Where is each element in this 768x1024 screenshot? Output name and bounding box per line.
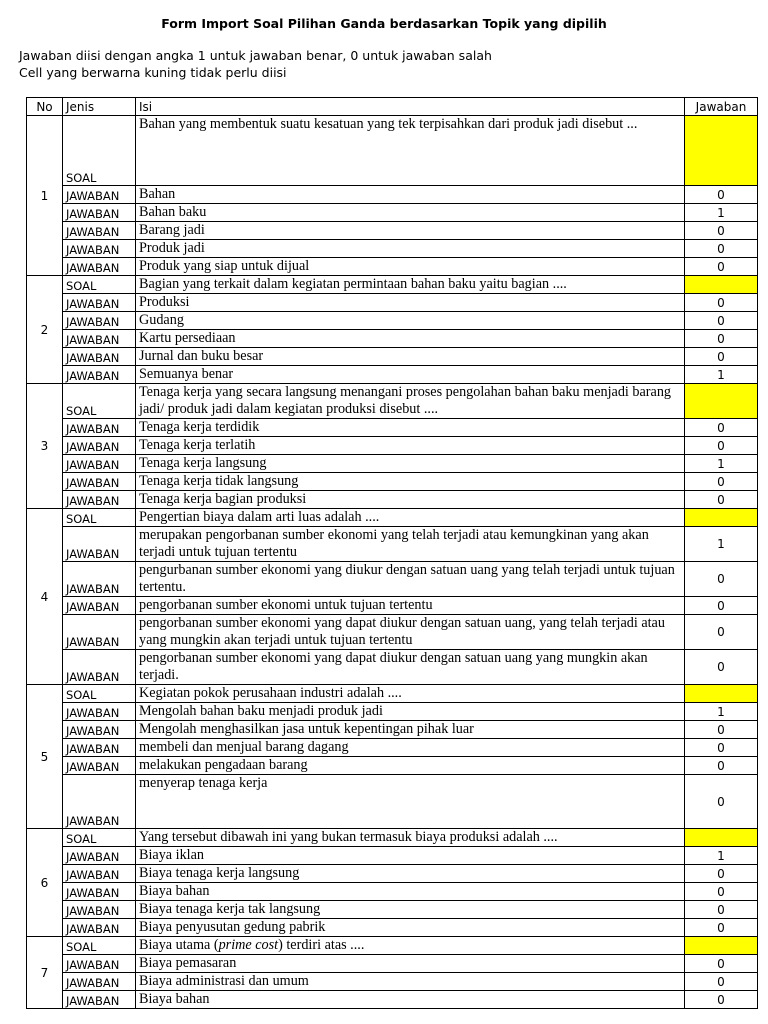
table-row <box>27 919 758 937</box>
jenis-cell: JAWABAN <box>63 294 136 312</box>
isi-cell[interactable]: Produksi <box>136 294 685 312</box>
jawaban-cell[interactable]: 0 <box>685 865 758 883</box>
isi-cell[interactable]: Biaya tenaga kerja tak langsung <box>136 901 685 919</box>
jenis-cell: SOAL <box>63 509 136 527</box>
table-row <box>27 258 758 276</box>
jawaban-cell-highlighted <box>685 384 758 419</box>
jenis-cell: JAWABAN <box>63 901 136 919</box>
isi-cell[interactable]: pengurbanan sumber ekonomi yang diukur dengan satuan uang yang telah terjadi untuk tujuan tertentu. <box>136 562 685 597</box>
table-row <box>27 991 758 1009</box>
jenis-cell: JAWABAN <box>63 204 136 222</box>
isi-cell[interactable]: pengorbanan sumber ekonomi yang dapat diukur dengan satuan uang, yang telah terjadi atau yang mungkin akan terjadi untuk tujuan tertentu <box>136 615 685 650</box>
isi-cell[interactable]: Tenaga kerja yang secara langsung menangani proses pengolahan bahan baku menjadi barang jadi/ produk jadi dalam kegiatan produksi disebut .... <box>136 384 685 419</box>
isi-cell[interactable]: Biaya administrasi dan umum <box>136 973 685 991</box>
jawaban-cell[interactable]: 0 <box>685 775 758 829</box>
table-row <box>27 348 758 366</box>
isi-text: Biaya utama ( <box>139 937 219 953</box>
question-table <box>26 97 758 1009</box>
jawaban-cell[interactable]: 0 <box>685 615 758 650</box>
jenis-cell: JAWABAN <box>63 955 136 973</box>
jawaban-cell[interactable]: 0 <box>685 419 758 437</box>
isi-cell[interactable]: Bahan yang membentuk suatu kesatuan yang tek terpisahkan dari produk jadi disebut ... <box>136 116 685 186</box>
jawaban-cell[interactable]: 0 <box>685 437 758 455</box>
jawaban-cell[interactable]: 0 <box>685 186 758 204</box>
jawaban-cell[interactable]: 1 <box>685 703 758 721</box>
table-row <box>27 650 758 685</box>
isi-cell[interactable]: Biaya bahan <box>136 991 685 1009</box>
isi-cell[interactable]: Gudang <box>136 312 685 330</box>
jawaban-cell[interactable]: 0 <box>685 348 758 366</box>
jenis-cell: JAWABAN <box>63 186 136 204</box>
table-row <box>27 615 758 650</box>
jenis-cell: JAWABAN <box>63 562 136 597</box>
isi-cell[interactable]: melakukan pengadaan barang <box>136 757 685 775</box>
jenis-cell: JAWABAN <box>63 721 136 739</box>
jenis-cell: JAWABAN <box>63 757 136 775</box>
isi-cell[interactable]: Mengolah menghasilkan jasa untuk kepentingan pihak luar <box>136 721 685 739</box>
jenis-cell: SOAL <box>63 276 136 294</box>
isi-cell[interactable]: Tenaga kerja bagian produksi <box>136 491 685 509</box>
jawaban-cell-highlighted <box>685 509 758 527</box>
jenis-cell: JAWABAN <box>63 437 136 455</box>
isi-cell[interactable] <box>136 937 685 955</box>
table-row <box>27 703 758 721</box>
table-row <box>27 473 758 491</box>
jenis-cell: JAWABAN <box>63 703 136 721</box>
jenis-cell: JAWABAN <box>63 348 136 366</box>
isi-cell[interactable]: menyerap tenaga kerja <box>136 775 685 829</box>
table-row <box>27 685 758 703</box>
isi-cell[interactable]: Yang tersebut dibawah ini yang bukan termasuk biaya produksi adalah .... <box>136 829 685 847</box>
table-row <box>27 116 758 186</box>
jawaban-cell[interactable]: 0 <box>685 258 758 276</box>
isi-cell[interactable]: Mengolah bahan baku menjadi produk jadi <box>136 703 685 721</box>
isi-cell[interactable]: Bagian yang terkait dalam kegiatan permintaan bahan baku yaitu bagian .... <box>136 276 685 294</box>
jawaban-cell-highlighted <box>685 276 758 294</box>
jenis-cell: JAWABAN <box>63 615 136 650</box>
jawaban-cell[interactable]: 0 <box>685 473 758 491</box>
isi-cell[interactable]: Biaya iklan <box>136 847 685 865</box>
jenis-cell: JAWABAN <box>63 240 136 258</box>
jenis-cell: SOAL <box>63 937 136 955</box>
question-number: 4 <box>27 509 63 685</box>
table-row <box>27 937 758 955</box>
jenis-cell: JAWABAN <box>63 883 136 901</box>
jawaban-cell[interactable]: 0 <box>685 991 758 1009</box>
jenis-cell: JAWABAN <box>63 312 136 330</box>
isi-cell[interactable]: Biaya bahan <box>136 883 685 901</box>
isi-cell[interactable]: Biaya pemasaran <box>136 955 685 973</box>
table-row <box>27 491 758 509</box>
jenis-cell: JAWABAN <box>63 491 136 509</box>
jawaban-cell[interactable]: 0 <box>685 901 758 919</box>
form-title: Form Import Soal Pilihan Ganda berdasarkan Topik yang dipilih <box>161 16 607 31</box>
jawaban-cell[interactable]: 0 <box>685 919 758 937</box>
table-row <box>27 222 758 240</box>
isi-cell[interactable]: Tenaga kerja langsung <box>136 455 685 473</box>
table-row <box>27 973 758 991</box>
table-row <box>27 419 758 437</box>
isi-cell[interactable]: Barang jadi <box>136 222 685 240</box>
table-row <box>27 901 758 919</box>
jenis-cell: JAWABAN <box>63 847 136 865</box>
jawaban-cell[interactable]: 0 <box>685 973 758 991</box>
instruction-note: Cell yang berwarna kuning tidak perlu diisi <box>19 65 287 80</box>
isi-cell[interactable]: Bahan baku <box>136 204 685 222</box>
isi-cell[interactable]: Bahan <box>136 186 685 204</box>
table-row <box>27 330 758 348</box>
jawaban-cell[interactable]: 1 <box>685 366 758 384</box>
jawaban-cell[interactable]: 0 <box>685 222 758 240</box>
header-isi: Isi <box>136 98 685 116</box>
jawaban-cell[interactable]: 0 <box>685 312 758 330</box>
jawaban-cell[interactable]: 0 <box>685 721 758 739</box>
table-row <box>27 384 758 419</box>
jawaban-cell[interactable]: 0 <box>685 739 758 757</box>
table-row <box>27 366 758 384</box>
jawaban-cell[interactable]: 0 <box>685 562 758 597</box>
jawaban-cell[interactable]: 0 <box>685 294 758 312</box>
jenis-cell: JAWABAN <box>63 597 136 615</box>
question-number: 1 <box>27 116 63 276</box>
jawaban-cell[interactable]: 1 <box>685 204 758 222</box>
jenis-cell: JAWABAN <box>63 258 136 276</box>
isi-text: ) terdiri atas .... <box>278 937 365 953</box>
isi-cell[interactable]: merupakan pengorbanan sumber ekonomi yang telah terjadi atau kemungkinan yang akan terjadi untuk tujuan tertentu <box>136 527 685 562</box>
table-row <box>27 597 758 615</box>
question-rows <box>27 116 758 1009</box>
table-row <box>27 775 758 829</box>
isi-cell[interactable]: Tenaga kerja terlatih <box>136 437 685 455</box>
jenis-cell: JAWABAN <box>63 973 136 991</box>
isi-cell[interactable]: Kartu persediaan <box>136 330 685 348</box>
isi-cell[interactable]: Biaya tenaga kerja langsung <box>136 865 685 883</box>
table-row <box>27 240 758 258</box>
isi-cell[interactable]: Produk jadi <box>136 240 685 258</box>
jawaban-cell[interactable]: 0 <box>685 955 758 973</box>
jenis-cell: JAWABAN <box>63 455 136 473</box>
table-row <box>27 883 758 901</box>
header-jawaban: Jawaban <box>685 98 758 116</box>
isi-cell[interactable]: pengorbanan sumber ekonomi untuk tujuan tertentu <box>136 597 685 615</box>
table-row <box>27 312 758 330</box>
jawaban-cell-highlighted <box>685 937 758 955</box>
jawaban-cell-highlighted <box>685 685 758 703</box>
isi-cell[interactable]: Biaya penyusutan gedung pabrik <box>136 919 685 937</box>
question-number: 3 <box>27 384 63 509</box>
jenis-cell: JAWABAN <box>63 222 136 240</box>
table-row <box>27 562 758 597</box>
table-row <box>27 739 758 757</box>
table-row <box>27 829 758 847</box>
jawaban-cell[interactable]: 0 <box>685 491 758 509</box>
jawaban-cell-highlighted <box>685 829 758 847</box>
isi-cell[interactable]: Tenaga kerja terdidik <box>136 419 685 437</box>
header-row <box>27 98 758 116</box>
jenis-cell: SOAL <box>63 384 136 419</box>
jenis-cell: JAWABAN <box>63 330 136 348</box>
jenis-cell: JAWABAN <box>63 865 136 883</box>
jawaban-cell[interactable]: 0 <box>685 240 758 258</box>
table-row <box>27 186 758 204</box>
jawaban-cell[interactable]: 0 <box>685 883 758 901</box>
isi-cell[interactable]: membeli dan menjual barang dagang <box>136 739 685 757</box>
table-row <box>27 847 758 865</box>
table-row <box>27 437 758 455</box>
table-row <box>27 204 758 222</box>
jenis-cell: JAWABAN <box>63 775 136 829</box>
isi-cell[interactable]: Semuanya benar <box>136 366 685 384</box>
jenis-cell: SOAL <box>63 685 136 703</box>
jawaban-cell[interactable]: 0 <box>685 330 758 348</box>
jawaban-cell[interactable]: 1 <box>685 455 758 473</box>
question-number: 7 <box>27 937 63 1009</box>
jawaban-cell[interactable]: 0 <box>685 597 758 615</box>
jenis-cell: JAWABAN <box>63 991 136 1009</box>
isi-cell[interactable]: pengorbanan sumber ekonomi yang dapat diukur dengan satuan uang yang mungkin akan terjadi. <box>136 650 685 685</box>
table-row <box>27 955 758 973</box>
question-number: 5 <box>27 685 63 829</box>
jenis-cell: JAWABAN <box>63 527 136 562</box>
isi-cell[interactable]: Kegiatan pokok perusahaan industri adalah .... <box>136 685 685 703</box>
table-row <box>27 294 758 312</box>
table-row <box>27 509 758 527</box>
jawaban-cell[interactable]: 0 <box>685 650 758 685</box>
isi-cell[interactable]: Tenaga kerja tidak langsung <box>136 473 685 491</box>
instruction-note: Jawaban diisi dengan angka 1 untuk jawaban benar, 0 untuk jawaban salah <box>19 48 492 63</box>
header-jenis: Jenis <box>63 98 136 116</box>
question-number: 2 <box>27 276 63 384</box>
jenis-cell: SOAL <box>63 829 136 847</box>
table-row <box>27 721 758 739</box>
isi-cell[interactable]: Pengertian biaya dalam arti luas adalah .... <box>136 509 685 527</box>
jenis-cell: JAWABAN <box>63 366 136 384</box>
table-row <box>27 455 758 473</box>
jenis-cell: JAWABAN <box>63 473 136 491</box>
jenis-cell: JAWABAN <box>63 739 136 757</box>
isi-italic-text: prime cost <box>218 937 279 953</box>
table-row <box>27 276 758 294</box>
table-row <box>27 527 758 562</box>
question-number: 6 <box>27 829 63 937</box>
isi-cell[interactable]: Jurnal dan buku besar <box>136 348 685 366</box>
jawaban-cell[interactable]: 0 <box>685 757 758 775</box>
jenis-cell: SOAL <box>63 116 136 186</box>
jenis-cell: JAWABAN <box>63 419 136 437</box>
isi-cell[interactable]: Produk yang siap untuk dijual <box>136 258 685 276</box>
jawaban-cell-highlighted <box>685 116 758 186</box>
table-row <box>27 865 758 883</box>
header-no: No <box>27 98 63 116</box>
jenis-cell: JAWABAN <box>63 919 136 937</box>
jawaban-cell[interactable]: 1 <box>685 847 758 865</box>
table-row <box>27 757 758 775</box>
jawaban-cell[interactable]: 1 <box>685 527 758 562</box>
jenis-cell: JAWABAN <box>63 650 136 685</box>
